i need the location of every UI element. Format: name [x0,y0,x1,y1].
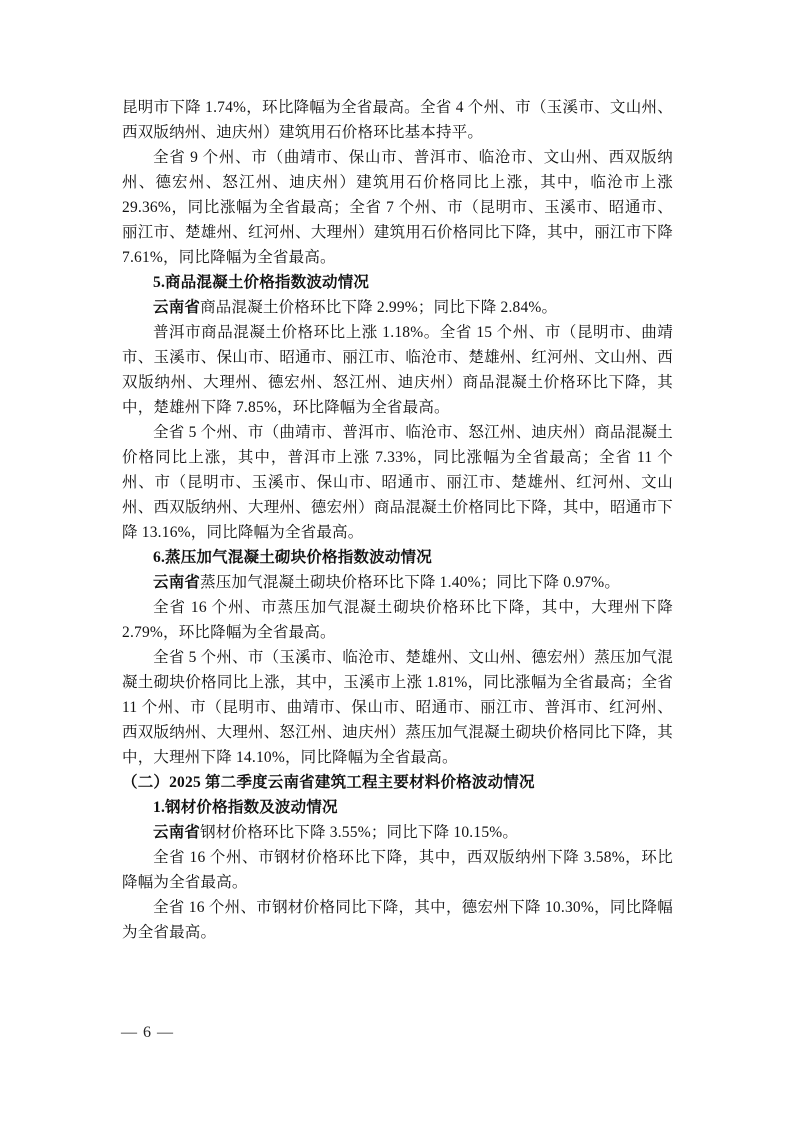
paragraph: 云南省钢材价格环比下降 3.55%；同比下降 10.15%。 [153,824,519,841]
subsection-heading: 1.钢材价格指数及波动情况 [153,799,338,816]
paragraph: 全省 16 个州、市蒸压加气混凝土砌块价格环比下降，其中，大理州下降 2.79%，环比降幅为全省最高。 [122,599,673,641]
document-body [122,95,673,945]
province-lead: 云南省 [153,299,201,316]
subsection-heading: 6.蒸压加气混凝土砌块价格指数波动情况 [153,549,432,566]
paragraph: 全省 16 个州、市钢材价格环比下降，其中，西双版纳州下降 3.58%，环比降幅为全省最高。 [122,849,673,891]
paragraph: 全省 5 个州、市（玉溪市、临沧市、楚雄州、文山州、德宏州）蒸压加气混凝土砌块价格同比上涨，其中，玉溪市上涨 1.81%，同比涨幅为全省最高；全省 11 个州、市（昆明市、曲靖市、保山市、昭通市、丽江市、普洱市、红河州、西双版纳州、大理州、怒江州、迪庆州）蒸压加气混凝土砌块价格同比下降，其中，大理州下降 14.10%，同比降幅为全省最高。 [122,649,673,766]
province-lead: 云南省 [153,824,201,841]
province-lead: 云南省 [153,574,201,591]
subsection-heading: 5.商品混凝土价格指数波动情况 [153,274,370,291]
paragraph: 全省 16 个州、市钢材价格同比下降，其中，德宏州下降 10.30%，同比降幅为全省最高。 [122,899,673,941]
paragraph: 全省 5 个州、市（曲靖市、普洱市、临沧市、怒江州、迪庆州）商品混凝土价格同比上涨，其中，普洱市上涨 7.33%，同比涨幅为全省最高；全省 11 个州、市（昆明市、玉溪市、保山市、昭通市、丽江市、楚雄州、红河州、文山州、西双版纳州、大理州、德宏州）商品混凝土价格同比下降，其中，昭通市下降 13.16%，同比降幅为全省最高。 [122,424,673,541]
paragraph: 昆明市下降 1.74%，环比降幅为全省最高。全省 4 个州、市（玉溪市、文山州、西双版纳州、迪庆州）建筑用石价格环比基本持平。 [122,99,673,141]
section-heading: （二）2025 第二季度云南省建筑工程主要材料价格波动情况 [122,774,535,791]
paragraph: 云南省商品混凝土价格环比下降 2.99%；同比下降 2.84%。 [153,299,558,316]
paragraph: 云南省蒸压加气混凝土砌块价格环比下降 1.40%；同比下降 0.97%。 [153,574,621,591]
paragraph: 全省 9 个州、市（曲靖市、保山市、普洱市、临沧市、文山州、西双版纳州、德宏州、怒江州、迪庆州）建筑用石价格同比上涨，其中，临沧市上涨 29.36%，同比涨幅为全省最高；全省 7 个州、市（昆明市、玉溪市、昭通市、丽江市、楚雄州、红河州、大理州）建筑用石价格同比下降，其中，丽江市下降 7.61%，同比降幅为全省最高。 [122,149,673,266]
page-number: — 6 — [121,1024,174,1041]
paragraph: 普洱市商品混凝土价格环比上涨 1.18%。全省 15 个州、市（昆明市、曲靖市、玉溪市、保山市、昭通市、丽江市、临沧市、楚雄州、红河州、文山州、西双版纳州、大理州、德宏州、怒江州、迪庆州）商品混凝土价格环比下降，其中，楚雄州下降 7.85%，环比降幅为全省最高。 [122,324,673,416]
